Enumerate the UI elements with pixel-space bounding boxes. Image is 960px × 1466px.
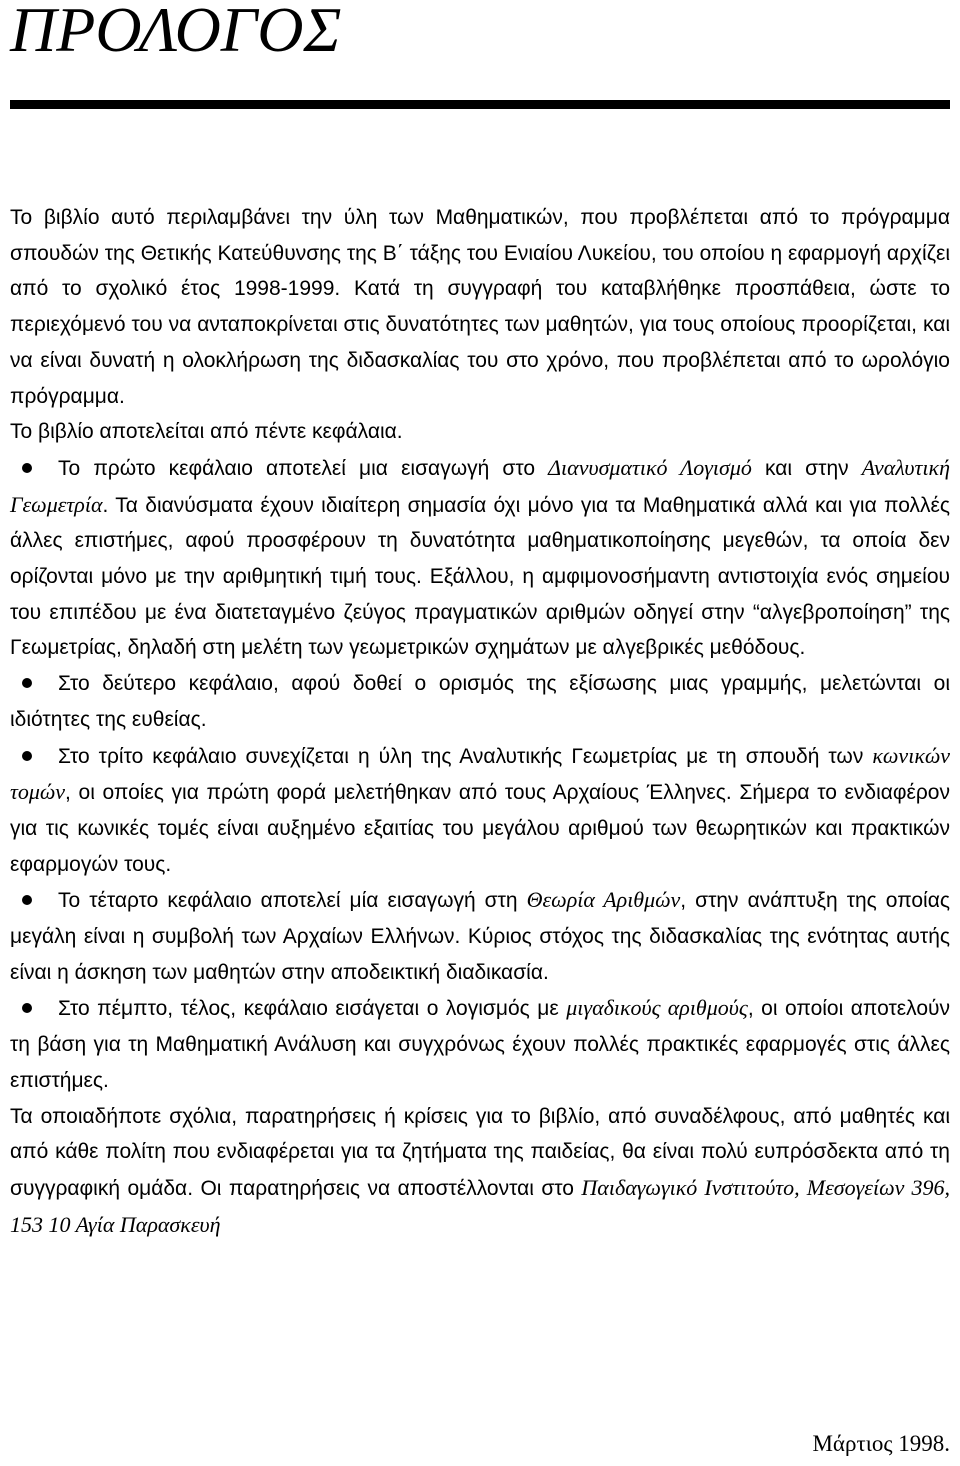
date-signature: Μάρτιος 1998. [812, 1431, 950, 1456]
emphasis-text: μιγαδικούς αριθμούς [566, 995, 748, 1021]
bullet-icon [22, 678, 32, 688]
document-body [10, 200, 950, 1243]
bullet-icon [22, 895, 32, 905]
emphasis-text: κωνικών τομών [10, 742, 950, 805]
bullet-icon [22, 463, 32, 473]
emphasis-text: Αναλυτική Γεωμετρία [10, 454, 950, 517]
chapters-intro-paragraph: Το βιβλίο αποτελείται από πέντε κεφάλαια. [10, 420, 403, 444]
chapter-2-item: Στο δεύτερο κεφάλαιο, αφού δοθεί ο ορισμός της εξίσωσης μιας γραμμής, μελετώνται οι ιδιότητες της ευθείας. [10, 672, 950, 731]
closing-paragraph: Τα οποιαδήποτε σχόλια, παρατηρήσεις ή κρίσεις για το βιβλίο, από συναδέλφους, από μαθητές και από κάθε πολίτη που ενδιαφέρεται για τα ζητήματα της παιδείας, θα είναι πολύ ευπρόσδεκτα από τη συγγραφική ομάδα. Οι παρατηρήσεις να αποστέλλονται στο Παιδαγωγικό Ινστιτούτο, Μεσογείων 396, 153 10 Αγία Παρασκευή [10, 1104, 950, 1237]
bullet-icon [22, 1003, 32, 1013]
chapter-1-item: Το πρώτο κεφάλαιο αποτελεί μια εισαγωγή στο Διανυσματικό Λογισμό και στην Αναλυτική Γεωμετρία. Τα διανύσματα έχουν ιδιαίτερη σημασία όχι μόνο για τα Μαθηματικά αλλά και για πολλές άλλες επιστήμες, αφού προσφέρουν τη δυνατότητα μαθηματικοποίησης μεγεθών, τα οποία δεν ορίζονται μόνο με την αριθμητική τιμή τους. Εξάλλου, η αμφιμονοσήμαντη αντιστοιχία ενός σημείου του επιπέδου με ένα διατεταγμένο ζεύγος πραγματικών αριθμών οδηγεί στην “αλγεβροποίηση” της Γεωμετρίας, δηλαδή στη μελέτη των γεωμετρικών σχημάτων με αλγεβρικές μεθόδους. [10, 454, 950, 660]
bullet-icon [22, 751, 32, 761]
chapter-4-item: Το τέταρτο κεφάλαιο αποτελεί μία εισαγωγή στη Θεωρία Αριθμών, στην ανάπτυξη της οποίας μεγάλη είναι η συμβολή των Αρχαίων Ελλήνων. Κύριος στόχος της διδασκαλίας της ενότητας αυτής είναι η άσκηση των μαθητών στην αποδεικτική διαδικασία. [10, 887, 950, 984]
title-rule [10, 100, 950, 109]
address-text: Παιδαγωγικό Ινστιτούτο, Μεσογείων 396, 153 10 Αγία Παρασκευή [10, 1174, 950, 1237]
emphasis-text: Θεωρία Αριθμών [526, 887, 681, 913]
chapter-3-item: Στο τρίτο κεφάλαιο συνεχίζεται η ύλη της Αναλυτικής Γεωμετρίας με τη σπουδή των κωνικών τομών, οι οποίες για πρώτη φορά μελετήθηκαν από τους Αρχαίους Έλληνες. Σήμερα το ενδιαφέρον για τις κωνικές τομές είναι αυξημένο εξαιτίας του μεγάλου αριθμού των θεωρητικών και πρακτικών εφαρμογών τους. [10, 742, 950, 876]
intro-paragraph: Το βιβλίο αυτό περιλαμβάνει την ύλη των Μαθηματικών, που προβλέπεται από το πρόγραμμα σπουδών της Θετικής Κατεύθυνσης της Β΄ τάξης του Ενιαίου Λυκείου, του οποίου η εφαρμογή αρχίζει από το σχολικό έτος 1998-1999. Κατά τη συγγραφή του καταβλήθηκε προσπάθεια, ώστε το περιεχόμενό του να ανταποκρίνεται στις δυνατότητες των μαθητών, για τους οποίους προορίζεται, και να είναι δυνατή η ολοκλήρωση της διδασκαλίας του στο χρόνο, που προβλέπεται από το ωρολόγιο πρόγραμμα. [10, 206, 950, 408]
document-page [10, 0, 950, 1466]
emphasis-text: Διανυσματικό Λογισμό [548, 454, 752, 480]
page-title: ΠΡΟΛΟΓΟΣ [10, 0, 342, 65]
chapter-5-item: Στο πέμπτο, τέλος, κεφάλαιο εισάγεται ο λογισμός με μιγαδικούς αριθμούς, οι οποίοι αποτελούν τη βάση για τη Μαθηματική Ανάλυση και συγχρόνως έχουν πολλές πρακτικές εφαρμογές στις άλλες επιστήμες. [10, 995, 950, 1092]
